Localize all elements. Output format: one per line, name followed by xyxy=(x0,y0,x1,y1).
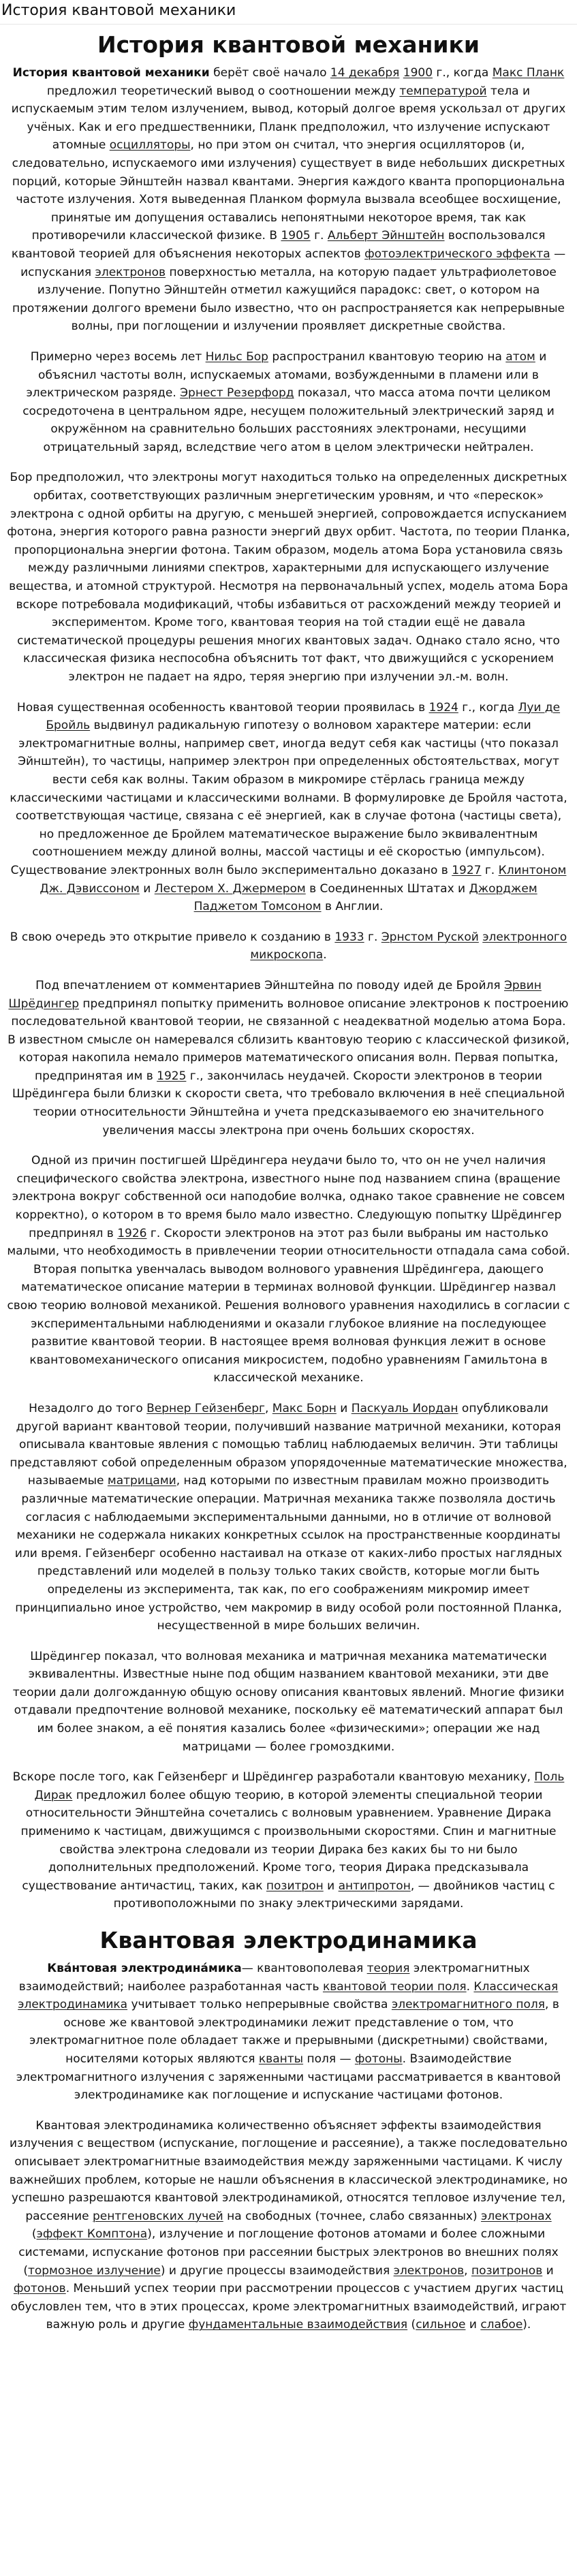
text-run: и объяснил частоты волн, испускаемых атомами, возбужденными в пламени или в электрическом разряде. xyxy=(26,349,547,400)
text-run: и xyxy=(139,881,155,896)
article-link[interactable]: рентгеновских лучей xyxy=(92,2209,223,2223)
text-run: предложил более общую теорию, в которой элементы специальной теории относительности Эйнштейна сочетались с волновым уравнением. Уравнение Дирака применимо к частицам, движущимся с произвольными скоростями. Спин и магнитные свойства электрона следовали из теории Дирака без каких бы то ни было дополнительных предположений. Кроме того, теория Дирака предсказывала существование античастиц, таких, как xyxy=(20,1788,557,1893)
text-run: предложил теоретический вывод о соотношении между xyxy=(46,84,400,98)
article-link[interactable]: атом xyxy=(505,349,535,364)
text-run: ( xyxy=(31,2227,37,2242)
text-run: и xyxy=(323,1879,339,1893)
text-run: электромагнитных взаимодействий; наиболее разработанная часть xyxy=(18,1962,530,1994)
text-run: поля — xyxy=(303,2052,355,2066)
article-link[interactable]: кванты xyxy=(258,2052,304,2066)
text-run: показал, что масса атома почти целиком сосредоточена в центральном ядре, несущем положительный электрический заряд и окружённом на сравнительно больших расстояниях электронами, несущими отрицательный заряд, вследствие чего атом в целом электрически нейтрален. xyxy=(22,386,555,454)
article-link[interactable]: электронов xyxy=(95,265,166,279)
text-run: выдвинул радикальную гипотезу о волновом характере материи: если электромагнитные волны, например свет, иногда ведут себя как частицы (что показал Эйнштейн), то частицы, например электрон при определенных обстоятельствах, могут вести себя как волны. Таким образом в микромире стёрлась граница между классическими частицами и классическими волнами. В формулировке де Бройля частота, соответствующая частице, связана с её энергией, как в случае фотона (частицы света), но предложенное де Бройлем математическое выражение было эквивалентным соотношением между длиной волны, массой частицы и её скоростью (импульсом). Существование электронных волн было экспериментально доказано в xyxy=(10,719,567,877)
text-run: Квантовая электродинамика количественно объясняет эффекты взаимодействия излучения с веществом (испускание, поглощение и рассеяние), а также последовательно описывает электромагнитные взаимодействия между заряженными частицами. К числу важнейших проблем, которые не нашли объяснения в классической электродинамике, но успешно разрешаются квантовой электродинамикой, относятся тепловое излучение тел, рассеяние xyxy=(9,2118,568,2223)
text-run: ( xyxy=(407,2318,416,2332)
bold-term: Ква́нтовая электродина́мика xyxy=(47,1962,242,1975)
article-link[interactable]: позитрон xyxy=(266,1879,324,1893)
article-content xyxy=(0,25,577,2334)
article-link[interactable]: 1933 xyxy=(334,930,364,944)
text-run: . Взаимодействие электромагнитного излучения с заряженными частицами рассматривается в квантовой электродинамике как поглощение и испускание частицами фотонов. xyxy=(16,2052,561,2103)
article-link[interactable]: Эрнстом Руской xyxy=(381,930,479,944)
text-run: тела и испускаемым этим телом излучением, вывод, который долгое время ускользал от других учёных. Как и его предшественники, Планк предположил, что излучение испускают атомные xyxy=(11,84,566,153)
text-run: ), излучение и поглощение фотонов атомами и более сложными системами, испускание фотонов при рассеянии быстрых электронов во внешних полях ( xyxy=(18,2227,559,2278)
article-link[interactable]: тормозное излучение xyxy=(27,2263,161,2278)
article-link[interactable]: Эрнест Резерфорд xyxy=(180,386,294,400)
article-link[interactable]: электромагнитного поля xyxy=(391,1998,546,2012)
article-link[interactable]: 1905 xyxy=(281,229,311,243)
text-run: берёт своё начало xyxy=(209,66,330,80)
article-link[interactable]: Классическая электродинамика xyxy=(18,1979,559,2012)
text-run: , в основе же квантовой электродинамики лежит представление о том, что электромагнитное поле обладает также и прерывными (дискретными) свойствами, носителями которых являются xyxy=(29,1998,559,2066)
text-run: — испускания xyxy=(20,247,566,279)
paragraph xyxy=(7,64,570,336)
text-run: воспользовался квантовой теорией для объяснения некоторых аспектов xyxy=(11,229,546,261)
article-link[interactable]: электронного микроскопа xyxy=(250,930,567,962)
paragraph xyxy=(7,469,570,686)
text-run: г., когда xyxy=(433,66,493,80)
article-link[interactable]: 1927 xyxy=(452,863,482,877)
paragraph xyxy=(7,1152,570,1387)
article-link[interactable]: Макс Борн xyxy=(272,1401,337,1415)
article-link[interactable]: электронов xyxy=(393,2263,465,2278)
article-link[interactable]: эффект Комптона xyxy=(36,2227,148,2242)
text-run: предпринял попытку применить волновое описание электронов к построению последовательной квантовой теории, не связанной с неадекватной моделью атома Бора. В известном смысле он намеревался сблизить квантовую теорию с классической физикой, которая накопила немало примеров математического описания волн. Первая попытка, предпринятая им в xyxy=(7,996,570,1083)
article-link[interactable]: 1924 xyxy=(428,700,458,714)
article-link[interactable]: 1925 xyxy=(157,1069,187,1083)
article-link[interactable]: антипротон xyxy=(338,1879,411,1893)
article-link[interactable]: Альберт Эйнштейн xyxy=(327,229,445,243)
paragraph xyxy=(7,348,570,457)
article-link[interactable]: Джорджем Паджетом Томсоном xyxy=(193,881,537,914)
article-link[interactable]: 14 декабря xyxy=(330,66,400,80)
article-link[interactable]: осцилляторы xyxy=(109,138,191,153)
article-link[interactable]: фундаментальные взаимодействия xyxy=(188,2318,408,2332)
text-run: г., закончилась неудачей. Скорости электронов в теории Шрёдингера были близки к скорости света, что требовало включения в неё специальной теории относительности Эйнштейна и учета предсказываемого ею значительного увеличения массы электрона при очень больших скоростях. xyxy=(12,1069,565,1137)
text-run: г. Скорости электронов на этот раз были выбраны им настолько малыми, что необходимость в привлечении теории относительности отпадала сама собой. Вторая попытка увенчалась выводом волнового уравнения Шрёдингера, дающего математическое описание материи в терминах волновой функции. Шрёдингер назвал свою теорию волновой механикой. Решения волнового уравнения находились в согласии с экспериментальными наблюдениями и оказали глубокое влияние на последующее развитие квантовой теории. В настоящее время волновая функция лежит в основе квантовомеханического описания микросистем, подобно уравнениям Гамильтона в классической механике. xyxy=(7,1226,570,1385)
article-link[interactable]: Лестером Х. Джермером xyxy=(154,881,306,896)
section-heading: Квантовая электродинамика xyxy=(99,1927,478,1953)
paragraph xyxy=(7,1400,570,1635)
bold-term: История квантовой механики xyxy=(12,66,210,80)
text-run: ). xyxy=(523,2318,531,2332)
paragraph xyxy=(7,1648,570,1757)
article-link[interactable]: Эрвин Шрёдингер xyxy=(8,978,542,1011)
text-run: , но при этом он считал, что энергия осцилляторов (и, следовательно, испускаемого ими излучения) существует в виде небольших дискретных порций, которые Эйнштейн назвал квантами. Энергия каждого кванта пропорциональна частоте излучения. Хотя выведенная Планком формула вызвала всеобщее восхищение, принятые им допущения оставались непонятными некоторое время, так как противоречили классической физике. В xyxy=(12,138,565,243)
article-link[interactable]: позитронов xyxy=(471,2263,543,2278)
article-link[interactable]: теория xyxy=(367,1962,410,1975)
paragraph xyxy=(7,1960,570,2105)
text-run: учитывает только непрерывные свойства xyxy=(127,1998,392,2012)
text-run: г. xyxy=(310,229,328,243)
text-run: Бор предположил, что электроны могут находиться только на определенных дискретных орбитах, соответствующих различным энергетическим уровням, и что «перескок» электрона с одной орбиты на другую, с меньшей энергией, сопровождается испусканием фотона, энергия которого равна разности энергий двух орбит. Частота, по теории Планка, пропорциональна энергии фотона. Таким образом, модель атома Бора установила связь между различными линиями спектров, характерными для испускающего излучение вещества, и атомной структурой. Несмотря на первоначальный успех, модель атома Бора вскоре потребовала модификаций, чтобы избавиться от расхождений между теорией и экспериментом. Кроме того, квантовая теория на той стадии ещё не давала систематической процедуры решения многих квантовых задач. Однако стало ясно, что классическая физика неспособна объяснить тот факт, что движущийся с ускорением электрон не падает на ядро, теряя энергию при излучении эл.-м. волн. xyxy=(7,471,570,684)
article-link[interactable]: матрицами xyxy=(107,1474,176,1488)
article-link[interactable]: Поль Дирак xyxy=(34,1770,565,1802)
text-run: , над которыми по известным правилам можно производить различные математические операции. Матричная механика также позволяла достичь согласия с наблюдаемыми экспериментальными данными, но в отличие от волновой механики не содержала никаких конкретных ссылок на пространственные координаты или время. Гейзенберг особенно настаивал на отказе от каких-либо простых наглядных представлений или моделей в пользу только таких свойств, которые могли быть определены из эксперимента, так как, по его соображениям микромир имеет принципиально иное устройство, чем макромир в виду особой роли постоянной Планка, несущественной в мире больших величин. xyxy=(14,1474,563,1633)
paragraph xyxy=(7,2117,570,2334)
paragraph xyxy=(7,699,570,916)
text-run: Незадолго до того xyxy=(29,1401,147,1415)
text-run: В свою очередь это открытие привело к созданию в xyxy=(10,930,335,944)
text-run: Шрёдингер показал, что волновая механика и матричная механика математически эквивалентны. Известные ныне под общим названием квантовой механики, эти две теории дали долгожданную общую основу описания квантовых явлений. Многие физики отдавали предпочтение волновой механике, поскольку её математический аппарат был им более знаком, а её понятия казались более «физическими»; операции же над матрицами — более громоздкими. xyxy=(12,1649,565,1754)
article-link[interactable]: 1926 xyxy=(117,1226,147,1240)
paragraph xyxy=(7,1768,570,1913)
article-link[interactable]: Паскуаль Иордан xyxy=(351,1401,458,1415)
text-run: Новая существенная особенность квантовой теории проявилась в xyxy=(16,700,429,714)
article-link[interactable]: Луи де Бройль xyxy=(46,700,561,733)
text-run: Одной из причин постигшей Шрёдингера неудачи было то, что он не учел наличия специфического свойства электрона, известного ныне под названием спина (вращение электрона вокруг собственной оси наподобие волчка, однако такое сравнение не совсем корректно), о котором в то время было мало известно. Следующую попытку Шрёдингер предпринял в xyxy=(12,1154,565,1240)
text-run: опубликовали другой вариант квантовой теории, получивший название матричной механики, которая описывала квантовые явления с помощью таблиц наблюдаемых величин. Эти таблицы представляют собой определенным образом упорядоченные математические множества, называемые xyxy=(10,1401,567,1488)
text-run: . xyxy=(323,948,327,962)
article-link[interactable]: Вернер Гейзенберг xyxy=(146,1401,265,1415)
text-run: и xyxy=(465,2318,481,2332)
paragraph xyxy=(7,928,570,964)
text-run: г. xyxy=(364,930,381,944)
text-run: , xyxy=(464,2263,471,2278)
text-run: поверхностью металла, на которую падает ультрафиолетовое излучение. Попутно Эйнштейн отметил кажущийся парадокс: свет, о котором на протяжении долгого времени было известно, что он распространяется как непрерывные волны, при поглощении и излучении проявляет дискретные свойства. xyxy=(12,265,565,334)
text-run: в Соединенных Штатах и xyxy=(305,881,469,896)
paragraph xyxy=(7,977,570,1140)
window-title: История квантовой механики xyxy=(0,0,577,25)
article-link[interactable]: Клинтоном Дж. Дэвиссоном xyxy=(40,863,567,896)
section-heading: История квантовой механики xyxy=(97,31,480,58)
text-run: , xyxy=(264,1401,272,1415)
text-run: Вскоре после того, как Гейзенберг и Шрёдингер разработали квантовую механику, xyxy=(12,1770,535,1785)
text-run: Примерно через восемь лет xyxy=(30,349,206,364)
article-link[interactable]: сильное xyxy=(416,2318,466,2332)
text-run: г., когда xyxy=(458,700,518,714)
text-run: — квантовополевая xyxy=(241,1962,367,1975)
text-run: и xyxy=(542,2263,554,2278)
text-run: в Англии. xyxy=(321,900,384,914)
article-link[interactable]: электронах xyxy=(481,2209,552,2223)
article-link[interactable]: Макс Планк xyxy=(492,66,565,80)
text-run: . xyxy=(466,1979,474,1994)
text-run: г. xyxy=(481,863,499,877)
text-run: Под впечатлением от комментариев Эйнштейна по поводу идей де Бройля xyxy=(35,978,504,992)
text-run: ) и другие процессы взаимодействия xyxy=(160,2263,394,2278)
article-link[interactable]: температурой xyxy=(399,84,487,98)
article-link[interactable]: квантовой теории поля xyxy=(322,1979,467,1994)
article-link[interactable]: Нильс Бор xyxy=(205,349,268,364)
text-run: . Меньший успех теории при рассмотрении процессов с участием других частиц обусловлен тем, что в этих процессах, кроме электромагнитных взаимодействий, играют важную роль и другие xyxy=(10,2282,567,2332)
article-link[interactable]: фотонов xyxy=(13,2282,66,2296)
text-run: распространил квантовую теорию на xyxy=(268,349,506,364)
article-link[interactable]: фотоэлектрического эффекта xyxy=(364,247,550,261)
text-run: , — двойников частиц с противоположными по знаку электрическими зарядами. xyxy=(113,1879,555,1911)
article-link[interactable]: слабое xyxy=(480,2318,523,2332)
text-run: на свободных (точнее, слабо связанных) xyxy=(223,2209,482,2223)
article-link[interactable]: фотоны xyxy=(354,2052,403,2066)
article-link[interactable]: 1900 xyxy=(403,66,433,80)
text-run: и xyxy=(336,1401,352,1415)
